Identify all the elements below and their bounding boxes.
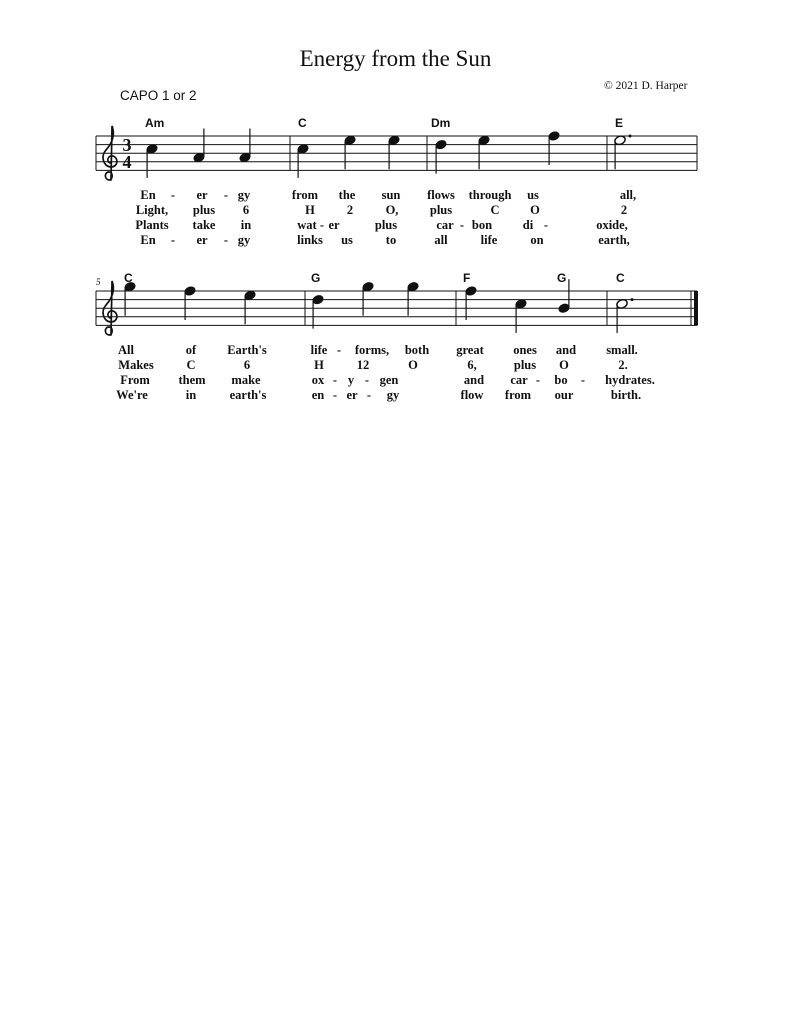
lyric-syllable: plus	[429, 203, 453, 217]
note-quarter	[478, 135, 491, 170]
lyric-syllable: -	[332, 388, 338, 402]
note-quarter	[124, 281, 137, 316]
lyric-syllable: plus	[374, 218, 398, 232]
lyric-syllable: small.	[606, 343, 638, 357]
lyric-syllable: 12	[356, 358, 370, 372]
note-quarter	[344, 135, 357, 170]
lyric-syllable: C	[186, 358, 196, 372]
chord-symbol: C	[298, 116, 307, 130]
lyric-syllable: bo	[554, 373, 568, 387]
lyric-syllable: -	[223, 233, 229, 247]
lyric-syllable: on	[530, 233, 544, 247]
lyric-syllable: life	[310, 343, 328, 357]
lyric-syllable: -	[170, 233, 176, 247]
lyric-syllable: en	[311, 388, 325, 402]
lyric-syllable: -	[366, 388, 372, 402]
staff-system-1	[0, 110, 791, 260]
lyric-syllable: and	[555, 343, 577, 357]
lyric-syllable: to	[385, 233, 397, 247]
lyric-syllable: take	[192, 218, 216, 232]
lyric-syllable: Makes	[118, 358, 154, 372]
lyric-syllable: the	[338, 188, 356, 202]
lyric-syllable: wat	[297, 218, 317, 232]
lyric-syllable: Light,	[135, 203, 169, 217]
lyric-syllable: car	[510, 373, 528, 387]
lyric-syllable: hydrates.	[605, 373, 655, 387]
chord-symbol: G	[557, 271, 567, 285]
lyric-syllable: flow	[460, 388, 484, 402]
lyric-syllable: H	[314, 358, 324, 372]
song-title: Energy from the Sun	[299, 46, 492, 71]
lyric-syllable: from	[504, 388, 532, 402]
lyric-syllable: -	[459, 218, 465, 232]
lyric-syllable: links	[297, 233, 323, 247]
lyric-syllable: Plants	[135, 218, 169, 232]
chord-symbol: Am	[145, 116, 165, 130]
chord-symbol: Dm	[431, 116, 451, 130]
note-quarter	[362, 281, 375, 316]
time-signature-top: 3	[122, 135, 132, 155]
lyric-syllable: in	[240, 218, 252, 232]
note-quarter	[548, 130, 561, 165]
lyric-syllable: En	[140, 233, 156, 247]
lyric-syllable: O	[559, 358, 569, 372]
chord-symbol: C	[616, 271, 625, 285]
lyric-syllable: En	[140, 188, 156, 202]
lyric-syllable: our	[554, 388, 574, 402]
lyric-syllable: 6,	[467, 358, 477, 372]
lyric-syllable: di	[522, 218, 534, 232]
note-dotted-half	[614, 135, 632, 170]
lyric-syllable: forms,	[354, 343, 390, 357]
lyric-syllable: -	[543, 218, 549, 232]
lyric-syllable: flows	[427, 188, 455, 202]
note-quarter	[388, 135, 401, 170]
lyric-syllable: sun	[381, 188, 401, 202]
note-quarter	[515, 298, 528, 333]
note-dotted-half	[616, 298, 634, 333]
lyric-syllable: earth's	[229, 388, 267, 402]
lyric-syllable: both	[404, 343, 430, 357]
note-quarter	[184, 285, 197, 320]
lyric-syllable: er	[196, 188, 208, 202]
lyric-syllable: of	[185, 343, 197, 357]
lyric-syllable: H	[305, 203, 315, 217]
lyric-syllable: y	[347, 373, 355, 387]
lyric-syllable: -	[319, 218, 325, 232]
chord-symbol: G	[311, 271, 321, 285]
lyric-syllable: er	[328, 218, 340, 232]
lyric-syllable: from	[291, 188, 319, 202]
lyric-syllable: bon	[471, 218, 493, 232]
lyric-syllable: gy	[237, 188, 251, 202]
lyric-syllable: 2	[346, 203, 354, 217]
lyric-syllable: All	[118, 343, 134, 357]
note-quarter	[407, 281, 420, 316]
lyric-syllable: 6	[243, 358, 251, 372]
lyric-syllable: From	[120, 373, 150, 387]
measure-number: 5	[96, 277, 101, 287]
lyric-syllable: us	[341, 233, 353, 247]
lyric-syllable: gy	[386, 388, 400, 402]
lyric-syllable: -	[170, 188, 176, 202]
lyric-syllable: O,	[385, 203, 399, 217]
note-quarter	[244, 290, 257, 325]
note-quarter	[146, 143, 159, 178]
lyric-syllable: gen	[379, 373, 399, 387]
staff-system-2	[0, 265, 791, 415]
lyric-syllable: C	[490, 203, 500, 217]
capo-instruction: CAPO 1 or 2	[120, 88, 197, 103]
lyric-syllable: -	[223, 188, 229, 202]
note-quarter	[239, 129, 252, 164]
lyric-syllable: gy	[237, 233, 251, 247]
lyric-syllable: 6	[242, 203, 250, 217]
lyric-syllable: life	[480, 233, 498, 247]
lyric-syllable: -	[535, 373, 541, 387]
lyric-syllable: and	[463, 373, 485, 387]
lyric-syllable: car	[436, 218, 454, 232]
lyric-syllable: all	[434, 233, 448, 247]
lyric-syllable: O	[530, 203, 540, 217]
lyric-syllable: -	[332, 373, 338, 387]
lyric-syllable: great	[456, 343, 484, 357]
note-quarter	[193, 129, 206, 164]
lyric-syllable: through	[468, 188, 512, 202]
copyright-notice: © 2021 D. Harper	[604, 80, 688, 92]
lyric-syllable: oxide,	[596, 218, 628, 232]
note-quarter	[465, 285, 478, 320]
note-quarter	[297, 143, 310, 178]
lyric-syllable: us	[527, 188, 539, 202]
lyric-syllable: them	[178, 373, 206, 387]
lyric-syllable: plus	[192, 203, 216, 217]
lyric-syllable: 2.	[618, 358, 628, 372]
lyric-syllable: make	[231, 373, 261, 387]
lyric-syllable: -	[336, 343, 342, 357]
lyric-syllable: in	[185, 388, 197, 402]
lyric-syllable: -	[580, 373, 586, 387]
lyric-syllable: all,	[619, 188, 637, 202]
lyric-syllable: er	[196, 233, 208, 247]
lyric-syllable: er	[346, 388, 358, 402]
lyric-syllable: 2	[620, 203, 628, 217]
lyric-syllable: plus	[513, 358, 537, 372]
lyric-syllable: -	[364, 373, 370, 387]
lyric-syllable: O	[408, 358, 418, 372]
note-quarter	[435, 139, 448, 174]
lyric-syllable: ox	[311, 373, 325, 387]
lyric-syllable: birth.	[610, 388, 642, 402]
final-bar-thick	[694, 291, 698, 325]
lyric-syllable: earth,	[598, 233, 630, 247]
time-signature-bottom: 4	[122, 152, 132, 172]
lyric-syllable: We're	[116, 388, 148, 402]
lyric-syllable: Earth's	[227, 343, 267, 357]
note-quarter	[312, 294, 325, 329]
chord-symbol: F	[463, 271, 471, 285]
chord-symbol: C	[124, 271, 133, 285]
lyric-syllable: ones	[513, 343, 537, 357]
chord-symbol: E	[615, 116, 624, 130]
